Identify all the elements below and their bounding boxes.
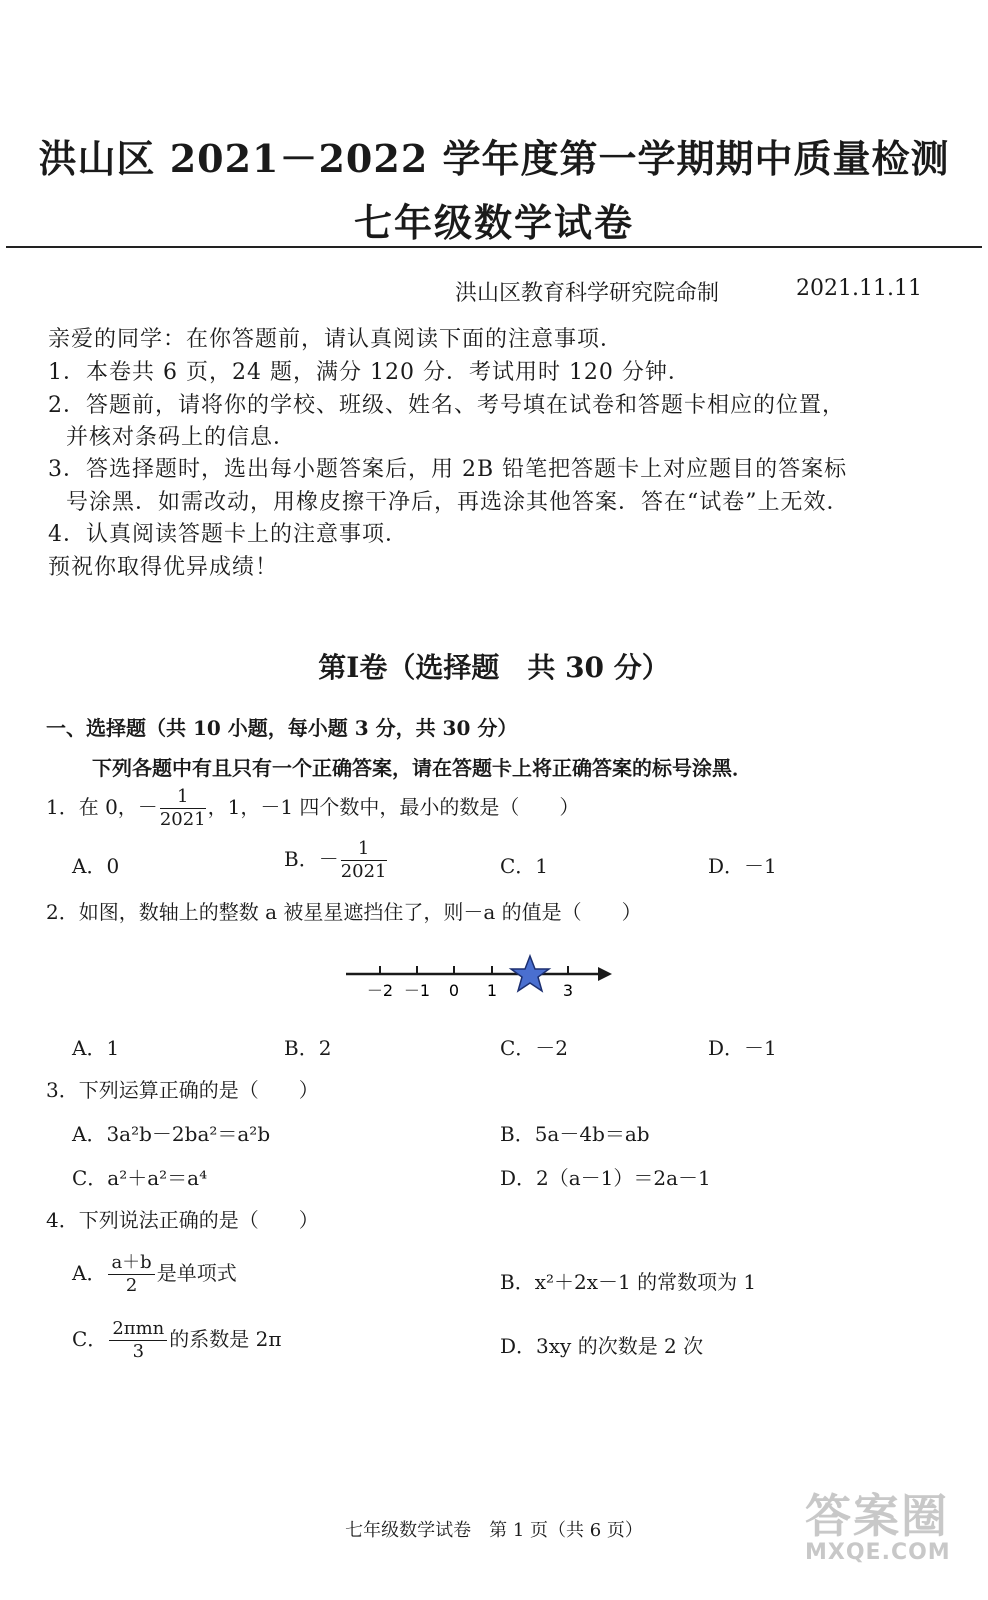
q1-option-b-label: B．－ xyxy=(284,847,339,871)
axis-label: 3 xyxy=(562,981,574,1000)
exam-date: 2021.11.11 xyxy=(796,276,922,301)
q1-option-c: C．1 xyxy=(500,854,549,878)
q3-option-d: D．2（a－1）＝2a－1 xyxy=(500,1166,711,1190)
q2-option-c: C．－2 xyxy=(500,1036,569,1060)
notice-item: 1．本卷共 6 页，24 题，满分 120 分．考试用时 120 分钟． xyxy=(48,360,691,385)
notice-item: 号涂黑．如需改动，用橡皮擦干净后，再选涂其他答案．答在“试卷”上无效． xyxy=(66,490,850,515)
fraction xyxy=(109,1318,167,1363)
q2-option-a: A．1 xyxy=(72,1036,120,1060)
fraction xyxy=(160,786,206,831)
notice-item: 并核对条码上的信息． xyxy=(66,425,297,450)
page-footer: 七年级数学试卷 第 1 页（共 6 页） xyxy=(345,1520,643,1541)
q4-option-a-label: A． xyxy=(72,1261,107,1285)
q4-option-a-text: 是单项式 xyxy=(156,1261,237,1285)
fraction-denominator: 3 xyxy=(132,1341,145,1362)
axis-label: 0 xyxy=(448,981,460,1000)
number-line-figure xyxy=(340,950,620,1006)
notice-item: 2．答题前，请将你的学校、班级、姓名、考号填在试卷和答题卡相应的位置， xyxy=(48,393,845,418)
exam-title-line1: 洪山区 2021－2022 学年度第一学期期中质量检测 xyxy=(38,136,950,181)
watermark-logo xyxy=(805,1480,951,1565)
fraction-numerator: 1 xyxy=(341,838,387,861)
q2-option-d: D．－1 xyxy=(708,1036,777,1060)
q4-option-a xyxy=(72,1252,237,1297)
fraction-numerator: 1 xyxy=(160,786,206,809)
q1-option-b xyxy=(284,838,389,883)
notice-item: 3．答选择题时，选出每小题答案后，用 2B 铅笔把答题卡上对应题目的答案标 xyxy=(48,457,848,482)
notice-item: 4．认真阅读答题卡上的注意事项． xyxy=(48,522,408,547)
axis-label: 1 xyxy=(486,981,498,1000)
fraction xyxy=(108,1252,154,1297)
fraction-denominator: 2021 xyxy=(159,809,206,830)
q4-option-c xyxy=(72,1318,282,1363)
fraction-numerator: 2πmn xyxy=(109,1318,167,1341)
star-icon xyxy=(511,956,549,991)
q1-option-a: A．0 xyxy=(72,854,120,878)
exam-title-line2: 七年级数学试卷 xyxy=(353,200,634,245)
q4-option-c-label: C． xyxy=(72,1327,108,1351)
axis-label: －1 xyxy=(403,981,431,1000)
question-1-stem-start: 1．在 0，－ xyxy=(46,795,158,819)
question-1 xyxy=(46,786,579,831)
fraction-denominator: 2021 xyxy=(340,861,387,882)
watermark-text: 答案圈 xyxy=(805,1489,949,1543)
question-2: 2．如图，数轴上的整数 a 被星星遮挡住了，则－a 的值是（ ） xyxy=(46,900,642,924)
axis-arrow-icon xyxy=(598,967,612,981)
part-heading: 一、选择题（共 10 小题，每小题 3 分，共 30 分） xyxy=(46,716,518,740)
author-line: 洪山区教育科学研究院命制 xyxy=(455,281,720,306)
fraction xyxy=(341,838,387,883)
question-1-stem-end: ，1，－1 四个数中，最小的数是（ ） xyxy=(207,795,580,819)
q3-option-c: C．a²＋a²＝a⁴ xyxy=(72,1166,208,1190)
q4-option-d: D．3xy 的次数是 2 次 xyxy=(500,1334,704,1358)
watermark-url: MXQE.COM xyxy=(805,1540,951,1565)
fraction-numerator: a＋b xyxy=(108,1252,154,1275)
axis-label: －2 xyxy=(366,981,394,1000)
q4-option-c-text: 的系数是 2π xyxy=(169,1327,282,1351)
notice-closing: 预祝你取得优异成绩！ xyxy=(48,555,279,580)
q3-option-b: B．5a－4b＝ab xyxy=(500,1122,650,1146)
notice-greeting: 亲爱的同学：在你答题前，请认真阅读下面的注意事项． xyxy=(48,327,624,352)
q4-option-b: B．x²＋2x－1 的常数项为 1 xyxy=(500,1270,757,1294)
fraction-denominator: 2 xyxy=(125,1275,138,1296)
title-divider xyxy=(6,246,982,248)
question-4: 4．下列说法正确的是（ ） xyxy=(46,1208,319,1232)
q1-option-d: D．－1 xyxy=(708,854,777,878)
section-title: 第Ⅰ卷（选择题 共 30 分） xyxy=(318,651,670,684)
q2-option-b: B．2 xyxy=(284,1036,332,1060)
question-3: 3．下列运算正确的是（ ） xyxy=(46,1078,319,1102)
q3-option-a: A．3a²b－2ba²＝a²b xyxy=(72,1122,271,1146)
part-instruction: 下列各题中有且只有一个正确答案，请在答题卡上将正确答案的标号涂黑． xyxy=(92,756,752,780)
